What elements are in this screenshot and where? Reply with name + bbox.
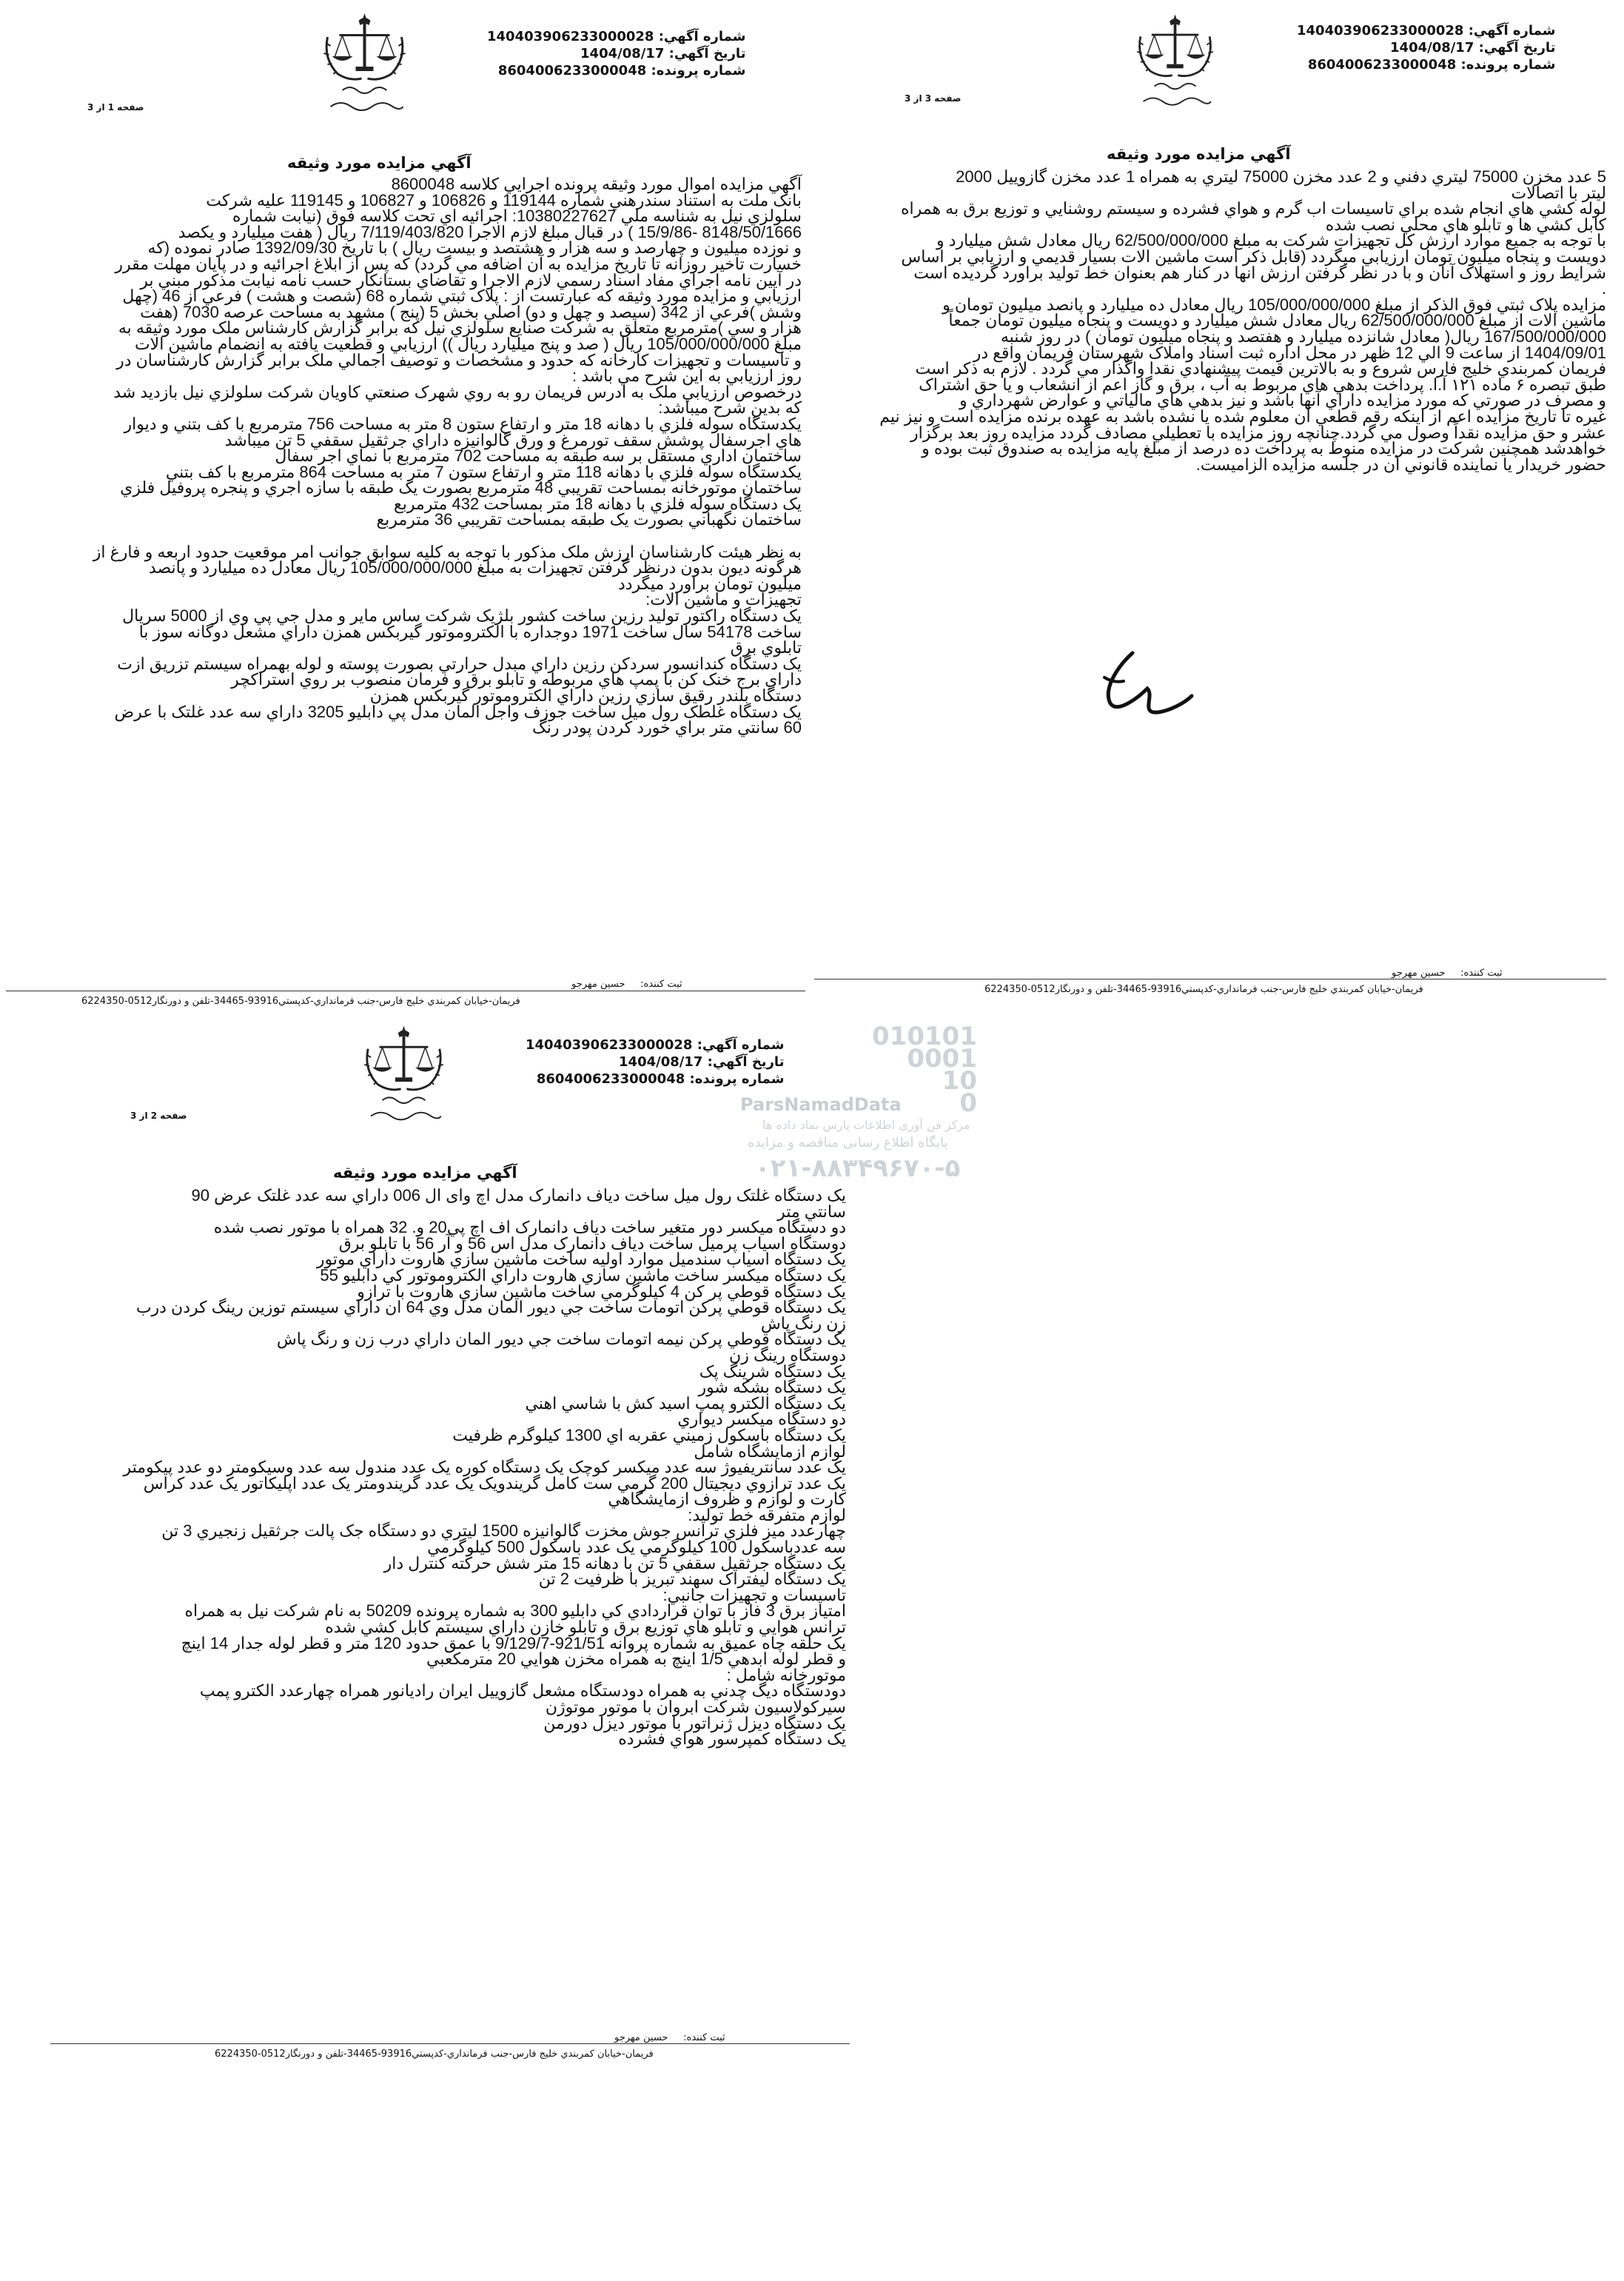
body-line: روز ارزيابي به اين شرح مي باشد :: [571, 366, 802, 386]
ad-number: 140403906233000028: [1297, 23, 1464, 38]
notice-body-page-3: [814, 169, 1606, 472]
body-line: 8148/50/1666 -15/9/86 ) در قبال مبلغ لازم الاجرا 7/119/403/820 ريال ( هفت ميليارد و يکصد: [178, 222, 802, 241]
body-line: هزار و سي )مترمربع متعلق به شرکت صنايع سلولزي نيل که برابر گزارش کارشناس ملک مورد وثيقه به: [118, 318, 802, 338]
body-line: مزايده پلاک ثبتي فوق الذکر از مبلغ 105/000/000/000 ريال معادل ده ميليارد و پانصد ميليون تومان و: [942, 295, 1606, 314]
watermark-phone: ۰۲۱-۸۸۳۴۹۶۷۰-۵: [755, 1153, 961, 1183]
body-line: تجهيزات و ماشين الات:: [645, 590, 802, 609]
ad-date-label: تاريخ آگهي:: [668, 46, 746, 61]
body-line: ساختمان نگهباني بصورت يک طبقه بمساحت تقريبي 36 مترمربع: [376, 510, 802, 529]
notice-body-page-1: [6, 176, 802, 736]
watermark-line-2: پايگاه اطلاع رسانی مناقصه و مزايده: [748, 1135, 948, 1150]
body-line: يک دستگاه قوطي پرکن نيمه اتومات ساخت جي ديور المان داراي درب زن و رنگ پاش: [276, 1330, 846, 1349]
body-line: ميليون تومان براورد ميگردد: [617, 574, 802, 593]
signer-label: ثبت کننده:: [640, 979, 682, 990]
ad-date-label: تاريخ آگهي:: [1478, 40, 1556, 56]
body-line: سيرکولاسيون شرکت ابروان با موتور موتوژن: [545, 1698, 846, 1716]
ad-number: 140403906233000028: [526, 1037, 693, 1053]
footer-divider: [50, 2043, 850, 2044]
body-line: فريمان کمربندي خليج فارس شروع و به بالاترين قيمت پيشنهادي نقدا واگذار مي گردد . لازم به ذکر است: [915, 359, 1606, 378]
body-line: ليتر با اتصالات: [1511, 183, 1606, 202]
file-number-label: شماره پرونده:: [689, 1071, 785, 1087]
body-line: دستگاه بلندر رقيق سازي رزين داراي الکتروموتور گيربکس همزن: [369, 686, 802, 705]
ad-date: 1404/08/17: [619, 1054, 703, 1070]
body-line: يک دستگاه سوله فلزي با دهانه 18 متر بمساحت 432 مترمربع: [394, 494, 802, 513]
body-line: که بدين شرح ميباشد:: [658, 398, 802, 418]
body-line: يک دستگاه کمپرسور هواي فشرده: [618, 1729, 846, 1749]
ad-date-label: تاريخ آگهي:: [707, 1054, 785, 1070]
page-title: آگهي مزايده مورد وثيقه: [287, 154, 472, 172]
body-line: يکدستگاه سوله فلزي با دهانه 18 متر و ارتفاع ستون 8 متر به مساحت 756 مترمربع با کف بتني و ديوار: [124, 414, 802, 433]
body-line: درخصوص ارزيابي ملک به ادرس فريمان رو به روي شهرک صنعتي کاويان شرکت سلولزي نيل بازديد شد: [113, 382, 802, 401]
page-number: صفحه 3 از 3: [905, 93, 962, 104]
body-line: سانتي متر: [777, 1202, 846, 1221]
body-line: خواهدشد همچنين شرکت در مزايده منوط به پرداخت ده درصد از مبلغ پايه مزايده به صندوق ثبت بوده و: [922, 439, 1606, 458]
header-block-page-1: [487, 28, 745, 79]
body-line: طبق تبصره ۶ ماده ۱۲۱ آ.ا. پرداخت بدهي هاي مربوط به آب ، برق و گاز اعم از انشعاب و يا حق اشتراک: [919, 375, 1606, 394]
body-line: غيره تا تاريخ مزايده اعم از اينکه رقم قطعي آن معلوم شده يا نشده باشد به عهده برنده مزايده است و نيز نيم: [879, 406, 1606, 426]
body-line: يک دستگاه ديزل ژنراتور با موتور ديزل دورمن: [543, 1713, 846, 1732]
signer-name: حسين مهرجو: [614, 2032, 668, 2043]
body-line: يک دستگاه اسياب سندميل موارد اوليه ساخت ماشين سازي هاروت داراي موتور: [316, 1250, 846, 1269]
body-line: يک دستگاه غلطک رول ميل ساخت جوزف واجل المان مدل پي دابليو 3205 داراي سه عدد غلتک با عرض: [114, 702, 802, 721]
body-line: ارزيابي و مزايده مورد وثيقه که عبارتست از : پلاک ثبتي شماره 68 (شصت و هشت ) فرعي از 46 (چهل: [122, 287, 802, 306]
body-line: دوستگاه اسياب پرميل ساخت دياف دانمارک مدل اس 56 و آر 56 با تابلو برق: [338, 1233, 846, 1253]
body-line: يک دستگاه ليفتراک سهند تبريز با ظرفيت 2 تن: [538, 1570, 846, 1589]
body-line: موتورخانه شامل :: [726, 1665, 846, 1684]
signer-name: حسين مهرجو: [571, 979, 625, 990]
ad-number-label: شماره آگهي:: [697, 1037, 785, 1053]
body-line: خسارت تاخير روزانه تا تاريخ مزايده به آن اضافه مي گردد) که پس از ابلاغ اجرائيه و در پايان مهلت مقرر: [115, 254, 802, 273]
body-line: ماشين الات از مبلغ 62/500/000/000 ريال معادل شش ميليارد و دويست و پنجاه ميليون تومان جمعاً: [948, 311, 1606, 330]
body-line: يکدستگاه سوله فلزي با دهانه 118 متر و ارتفاع ستون 7 متر به مساحت 864 مترمربع با کف بتني: [165, 462, 802, 481]
header-block-page-2: [526, 1036, 784, 1088]
body-line: کارت و لوازم و ظروف ازمايشگاهي: [608, 1490, 846, 1509]
body-line: مبلغ 105/000/000/000 ريال ( صد و پنج ميليارد ريال )) ارزيابي و قطعيت يافته به انضمام ماشين الات: [134, 334, 802, 353]
body-line: يک دستگاه جرثقيل سقفي 5 تن با دهانه 15 متر شش حرکته کنترل دار: [383, 1553, 846, 1572]
body-line: يک دستگاه غلتک رول ميل ساخت دياف دانمارک مدل اچ وای ال 006 داراي سه عدد غلتک عرض 90: [191, 1186, 846, 1205]
body-line: لوازم متفرقه خط توليد:: [688, 1505, 846, 1524]
body-line: .: [1601, 279, 1606, 298]
body-line: چهارعدد ميز فلزي ترانس جوش مخزت گالوانيزه 1500 ليتري دو دستگاه جک پالت جرثقيل زنجيري 3 تن: [161, 1521, 846, 1541]
body-line: ساختمان اداري مستقل بر سه طبقه به مساحت 702 مترمربع با نماي اجر سفال: [275, 446, 802, 466]
body-line: و تاسيسات و تجهيزات کارخانه که حدود و مشخصات و توصيف اجمالي ملک برابر گزارش کارشناسان در: [116, 350, 802, 369]
file-number-label: شماره پرونده:: [651, 63, 746, 78]
header-block-page-3: [1297, 22, 1555, 73]
body-line: دو دستگاه ميکسر دور متغير ساخت دياف دانمارک اف اچ پي20 و. 32 همراه با موتور نصب شده: [213, 1218, 846, 1237]
body-line: وشش )فرعي از 342 (سيصد و چهل و دو) اصلي بخش 5 (پنج ) مشهد به مساحت عرصه 7030 (هفت: [140, 302, 802, 321]
body-line: حضور خريدار يا نماينده قانوني آن در جلسه مزايده الزاميست.: [1195, 455, 1606, 474]
body-line: دويست و پنجاه ميليون تومان ارزيابي ميگردد (قابل ذکر است ماشين الات بسيار قديمي و ارزيابي بر اساس: [901, 247, 1606, 266]
footer-address-page-2: فريمان-خيابان کمربندي خليج فارس-جنب فرمانداري-کدپستي93916-34465-تلفن و دورنگار0512-6224350: [215, 2049, 654, 2060]
body-line: يک دستگاه ميکسر ساخت ماشين سازي هاروت داراي الکتروموتور کي دابليو 55: [320, 1265, 846, 1284]
body-line: دوستگاه رينگ زن: [729, 1345, 846, 1364]
body-line: امتياز برق 3 فاز با توان قراردادي کي دابليو 300 به شماره پرونده 50209 به نام شرکت نيل به همراه: [184, 1601, 846, 1621]
body-line: يک عدد ترازوي ديجيتال 200 گرمي ست کامل گريندويک يک عدد گريندومتر يک عدد اپليکاتور يک عدد کراس: [143, 1473, 846, 1493]
body-line: 1404/09/01 از ساعت 9 الي 12 ظهر در محل اداره ثبت اسناد واملاک شهرستان فريمان واقع در: [973, 343, 1606, 362]
body-line: يک دستگاه قوطي پرکن اتومات ساخت جي ديور المان مدل وي 64 ان داراي سيستم توزين رينگ کردن درب: [135, 1298, 846, 1317]
body-line: يک دستگاه الکترو پمپ اسيد کش با شاسي اهني: [525, 1393, 846, 1413]
ad-number: 140403906233000028: [487, 29, 654, 44]
body-line: دو دستگاه ميکسر ديواري: [677, 1410, 846, 1429]
body-line: تاسيسات و تجهيزات جانبي:: [662, 1585, 846, 1604]
ad-number-label: شماره آگهي:: [1468, 23, 1556, 38]
ad-date: 1404/08/17: [1390, 40, 1474, 56]
body-line: 5 عدد مخزن 75000 ليتري دفني و 2 عدد مخزن 75000 ليتري به همراه 1 عدد مخزن گازوييل 2000: [956, 167, 1606, 186]
body-line: آگهي مزايده اموال مورد وثيقه پرونده اجرايي کلاسه 8600048: [391, 175, 802, 193]
signer-label: ثبت کننده:: [1460, 968, 1503, 979]
signer-line-page-1: [571, 979, 682, 990]
watermark-brand: ParsNamadData: [740, 1094, 902, 1115]
body-line: ترانس هوايي و تابلو هاي توزيع برق و تابلو خازن داراي سيستم کابل کشي شده: [325, 1618, 846, 1637]
body-line: يک دستگاه کندانسور سردکن رزين داراي مبدل حرارتي بصورت پوسته و لوله بهمراه سيستم تزريق ازت: [117, 654, 802, 673]
file-number: 8604006233000048: [497, 63, 647, 78]
body-line: با توجه به جميع موارد ارزش کل تجهيزات شرکت به مبلغ 62/500/000/000 ريال معادل شش ميليارد و: [936, 231, 1606, 250]
signer-line-page-3: [1392, 968, 1503, 979]
page-number: صفحه 1 از 3: [87, 102, 144, 113]
file-number-label: شماره پرونده:: [1460, 57, 1556, 73]
body-line: هرگونه ديون بدون درنظر گرفتن تجهيزات به مبلغ 105/000/000/000 ريال معادل ده ميليارد و پانصد: [148, 558, 802, 577]
body-line: داراي برج خنک کن با پمپ هاي مربوطه و تابلو برق و فرمان منصوب بر روي استراکچر: [231, 670, 802, 689]
footer-address-page-1: فريمان-خيابان کمربندي خليج فارس-جنب فرمانداري-کدپستي93916-34465-تلفن و دورنگار0512-6224350: [81, 996, 520, 1007]
body-line: و قطر لوله ابدهي 1/5 اينچ به همراه مخزن هوايي 20 مترمکعبي: [426, 1649, 846, 1669]
notice-body-page-2: [50, 1188, 846, 1747]
body-line: کابل کشي ها و تابلو هاي محلي نصب شده: [1325, 215, 1606, 234]
signer-line-page-2: [614, 2032, 725, 2043]
signer-name: حسين مهرجو: [1392, 968, 1446, 979]
ad-number-label: شماره آگهي:: [658, 29, 746, 44]
body-line: [6, 528, 802, 544]
body-line: سه عددباسکول 100 کيلوگرمي يک عدد باسکول 500 کيلوگرمي: [427, 1538, 846, 1557]
body-line: يک حلقه چاه عميق به شماره پروانه 921/51-9/129/7 با عمق حدود 120 متر و قطر لوله جدار 14 اينچ: [181, 1633, 846, 1652]
page-title: آگهي مزايده مورد وثيقه: [333, 1164, 517, 1182]
signer-label: ثبت کننده:: [683, 2032, 725, 2043]
page-title: آگهي مزايده مورد وثيقه: [1107, 145, 1291, 163]
body-line: يک عدد سانتريفيوژ سه عدد ميکسر کوچک يک دستگاه کوره يک عدد مندول سه عدد وسيکومتر دو عدد پيکومتر: [123, 1458, 846, 1477]
body-line: در آيين نامه اجراي مفاد اسناد رسمي لازم الاجرا و تقاضاي بستانکار حسب نامه نيابت مذکور مبني بر: [140, 270, 802, 289]
footer-address-page-3: فريمان-خيابان کمربندي خليج فارس-جنب فرمانداري-کدپستي93916-34465-تلفن و دورنگار0512-6224350: [984, 984, 1423, 995]
body-line: به نظر هيئت کارشناسان ارزش ملک مذکور با توجه به کليه سوابق جوانب امر موقعيت حدود اربعه و فارغ از: [93, 542, 802, 561]
body-line: شرايط روز و استهلاک آنان و با در نظر گرفتن ارزش انها در کنار هم بعنوان خط توليد براورد گرديده است: [913, 263, 1606, 282]
file-number: 8604006233000048: [1307, 57, 1457, 73]
body-line: يک دستگاه بشکه شور: [698, 1378, 846, 1397]
body-line: تابلوي برق: [730, 638, 802, 657]
body-line: 167/500/000/000 ريال( معادل شانزده ميليارد و هفتصد و پنجاه ميليون تومان ) در روز شنبه: [1000, 326, 1606, 346]
judiciary-emblem-icon: [1125, 9, 1225, 113]
body-line: يک دستگاه باسکول زميني عقربه اي 1300 کيلوگرم ظرفيت: [452, 1425, 846, 1444]
body-line: يک دستگاه شرينگ پک: [699, 1361, 846, 1381]
watermark-digits: 010101 0001 10 0: [872, 1022, 977, 1118]
body-line: ساختمان موتورخانه بمساحت تقريبي 48 مترمربع بصورت يک طبقه با سازه اجري و پنجره پروفيل فلزي: [120, 478, 802, 498]
page-number: صفحه 2 از 3: [130, 1111, 187, 1121]
body-line: بانک ملت به استناد سندرهني شماره 119144 و 106826 و 106827 و 119145 عليه شرکت: [206, 190, 802, 210]
body-line: و نوزده ميليون و چهارصد و سه هزار و هشتصد و بيست ريال ) با تاريخ 1392/09/30 صادر نموده (که: [147, 238, 802, 258]
body-line: دودستگاه ديگ چدني به همراه دودستگاه مشعل گازوييل ايران راديانور همراه چهارعدد الکترو پمپ: [199, 1681, 846, 1701]
body-line: لوازم ازمايشگاه شامل: [694, 1441, 846, 1461]
body-line: هاي اجرسفال پوشش سقف تورمرغ و ورق گالوانيزه داراي جرثقيل سقفي 5 تن ميباشد: [224, 430, 802, 449]
body-line: ساخت 54178 سال ساخت 1971 دوجداره با الکتروموتور گيربکس همزن داراي مشعل دوگانه سوز با: [138, 622, 802, 641]
body-line: لوله کشي هاي انجام شده براي تاسيسات اب گرم و هواي فشرده و سيستم روشنايي و توزيع برق به همراه: [900, 199, 1606, 218]
judiciary-emblem-icon: [315, 7, 415, 118]
body-line: سلولزي نيل به شناسه ملي 10380227627: اجرائيه اي تحت کلاسه فوق (نيابت شماره: [232, 207, 802, 226]
body-line: يک دستگاه راکتور توليد رزين ساخت کشور بلژيک شرکت ساس ماير و مدل جي پي وي از 5000 سريال: [122, 606, 802, 626]
body-line: 60 سانتي متر براي خورد کردن پودر رنگ: [532, 718, 802, 737]
body-line: زن رنگ پاش: [760, 1313, 846, 1333]
body-line: يک دستگاه قوطي پر کن 4 کيلوگرمي ساخت ماشين سازي هاروت با ترازو: [357, 1282, 846, 1301]
ad-date: 1404/08/17: [580, 46, 665, 61]
handwritten-signature-icon: [1088, 644, 1199, 726]
watermark-line-1: مرکز فن آوری اطلاعات پارس نماد داده ها: [762, 1118, 970, 1132]
file-number: 8604006233000048: [536, 1071, 685, 1087]
body-line: و مصرف در صورتي که مورد مزايده داراي آنها باشد و نيز بدهي هاي مالياتي و عوارض شهرداري و: [959, 391, 1606, 410]
body-line: عشر و حق مزايده نقداً وصول مي گردد.چنانچه روز مزايده با تعطيلي مصادف گردد مزايده روز بعد برگزار: [910, 423, 1606, 442]
judiciary-emblem-icon: [354, 1020, 454, 1128]
